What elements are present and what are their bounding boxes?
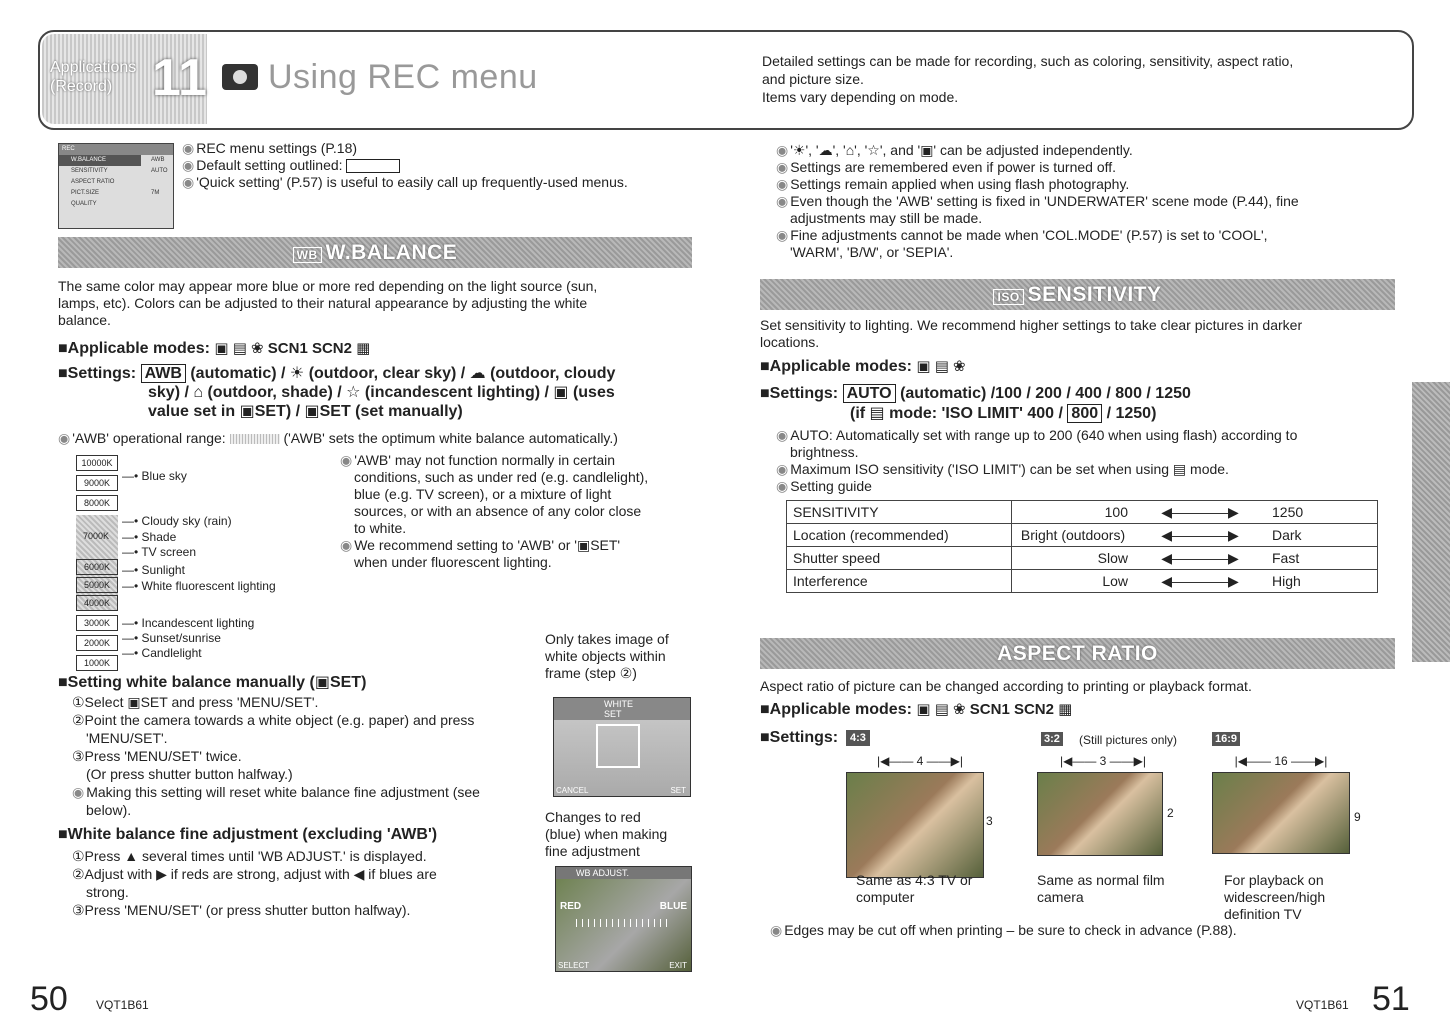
wb-settings: ■Settings: AWB (automatic) / ☀ (outdoor, clear sky) / ☁ (outdoor, cloudy sky) / ⌂ (outdoor, shade) / ☆ (incandescent lighting) / ▣ (uses value set in ▣SET) / ▣SET (set manually) — [58, 365, 616, 420]
awb-range-band — [76, 515, 118, 611]
kelvin-mark: 7000K — [82, 531, 110, 541]
edge-note: ◉ Edges may be cut off when printing – be sure to check in advance (P.88). — [770, 922, 1237, 938]
table-row: SENSITIVITY 100 ◀————▶ 1250 — [787, 501, 1378, 524]
model-code-left: VQT1B61 — [96, 998, 149, 1012]
section-tag-label: Applications (Record) — [50, 59, 137, 95]
adjust-slider — [576, 919, 672, 927]
iso-800-box: 800 — [1067, 404, 1102, 423]
sample-photo-3-2 — [1037, 772, 1163, 856]
wbalance-bar — [58, 237, 692, 268]
kelvin-mark: 1000K — [76, 655, 118, 671]
wb-icon: WB — [293, 247, 322, 263]
kelvin-mark: 3000K — [76, 615, 118, 631]
manual-wb-heading: ■Setting white balance manually (▣SET) — [58, 674, 367, 691]
fine-adjust-steps: ①Press ▲ several times until 'WB ADJUST.' is displayed. ②Adjust with ▶ if reds are strong, adjust with ◀ if blues are strong. ③Press 'MENU/SET' (or press shutter button halfway). — [72, 848, 437, 918]
height-label: 3 — [986, 814, 993, 828]
aspect-16-9-icon: 16:9 — [1212, 732, 1240, 746]
thumb-auto: AUTO — [151, 168, 168, 174]
thumb-rec: REC — [59, 144, 173, 155]
sample-photo-4-3 — [846, 772, 984, 878]
header-description — [762, 52, 1382, 106]
sens-applicable-modes: ■Applicable modes: ▣ ▤ ❀ — [760, 358, 966, 375]
chapter-number: 11 — [152, 49, 207, 107]
sens-settings: ■Settings: AUTO (automatic) /100 / 200 / 400 / 800 / 1250 (if ▤ mode: 'ISO LIMIT' 400 / 800 / 1250) — [760, 385, 1191, 422]
kelvin-mark: 5000K — [76, 577, 118, 593]
red-label: RED — [560, 901, 582, 912]
awb-range-note: ◉ 'AWB' operational range: ('AWB' sets the optimum white balance automatically.) — [58, 430, 618, 446]
sens-intro: Set sensitivity to lighting. We recommend higher settings to take clear pictures in darker locations. — [760, 317, 1303, 350]
screen-title: WB ADJUST. — [556, 867, 691, 879]
note-item: ◉ Default setting outlined: — [182, 157, 702, 174]
sens-notes: ◉ AUTO: Automatically set with range up to 200 (640 when using flash) according to brightness. ◉ Maximum ISO sensitivity ('ISO LIMIT') can be set when using ▤ mode. ◉ Setting guide — [776, 427, 1298, 494]
setting-guide-table — [786, 500, 1378, 593]
table-row: Interference Low ◀————▶ High — [787, 570, 1378, 593]
white-target-frame — [596, 724, 640, 768]
width-label: 4 — [916, 754, 924, 768]
aspect-title: ASPECT RATIO — [997, 641, 1158, 665]
kelvin-mark: 8000K — [76, 495, 118, 511]
page-number-left: 50 — [30, 980, 68, 1018]
aspect-intro: Aspect ratio of picture can be changed according to printing or playback format. — [760, 678, 1252, 694]
wb-applicable-modes: ■Applicable modes: ▣ ▤ ❀ SCN1 SCN2 ▦ — [58, 340, 371, 357]
wb-intro: The same color may appear more blue or more red depending on the light source (sun, lamps, etc). Colors can be adjusted to their natural appearance by adjusting the white balance. — [58, 278, 598, 328]
thumb-quality: QUALITY — [71, 201, 97, 207]
screen-set: SET — [670, 786, 686, 795]
fine-caption: Changes to red (blue) when making fine adjustment — [545, 809, 668, 859]
rec-menu-thumbnail — [58, 143, 174, 229]
kelvin-scale — [76, 455, 118, 671]
mode-icons: ▣ ▤ ❀ SCN1 SCN2 ▦ — [916, 701, 1073, 718]
kelvin-mark: 10000K — [76, 455, 118, 471]
thumb-awb: AWB — [151, 157, 165, 163]
mode-icons: ▣ ▤ ❀ SCN1 SCN2 ▦ — [214, 340, 371, 357]
screen-title: WHITE SET — [554, 698, 690, 720]
camera-icon — [222, 64, 258, 90]
table-row: Location (recommended) Bright (outdoors) ◀————▶ Dark — [787, 524, 1378, 547]
manual-wb-steps: ①Select ▣SET and press 'MENU/SET'. ②Point the camera towards a white object (e.g. paper) and press 'MENU/SET'. ③Press 'MENU/SET' twice. (Or press shutter button halfway.) ◉ Making this setting will reset white balance fine adjustment (see below). — [72, 694, 480, 818]
aspect-bar — [760, 638, 1395, 669]
still-only-note: (Still pictures only) — [1079, 733, 1178, 747]
frame-caption: Only takes image of white objects within frame (step ②) — [545, 631, 669, 681]
thumb-sensitivity: SENSITIVITY — [71, 168, 108, 174]
auto-default-box: AUTO — [843, 384, 896, 403]
awb-default-box: AWB — [141, 364, 186, 383]
wbalance-title: W.BALANCE — [325, 240, 458, 264]
section-tag-text — [50, 58, 150, 96]
default-outline-sample — [346, 159, 400, 173]
width-label: 16 — [1274, 754, 1288, 768]
aspect-3-2-icon: 3:2 — [1041, 732, 1063, 746]
screen-exit: EXIT — [669, 961, 687, 970]
wb-right-notes: ◉ '☀', '☁', '⌂', '☆', and '▣' can be adjusted independently. ◉ Settings are remembered even if power is turned off. ◉ Settings remain applied when using flash photography. ◉ Even though the 'AWB' setting is fixed in 'UNDERWATER' scene mode (P.44), fine adjustments may still be made. ◉ Fine adjustments cannot be made when 'COL.MODE' (P.57) is set to 'COOL', 'WARM', 'B/W', or 'SEPIA'. — [776, 142, 1299, 260]
height-label: 9 — [1354, 810, 1361, 824]
white-set-screen — [553, 697, 691, 797]
wb-adjust-screen — [555, 866, 692, 972]
wb-side-notes: ◉ 'AWB' may not function normally in certain conditions, such as under red (e.g. candlelight), blue (e.g. TV screen), or a mixture of light sources, or with an absence of any color close to white. ◉ We recommend setting to 'AWB' or '▣SET' when under fluorescent lighting. — [340, 452, 649, 570]
thumb-wbalance: W.BALANCE — [59, 155, 141, 166]
page-title: Using REC menu — [268, 58, 538, 96]
width-label: 3 — [1099, 754, 1107, 768]
aspect-settings-label: ■Settings: — [760, 729, 839, 746]
mode-icons: ▣ ▤ ❀ — [916, 358, 966, 375]
sensitivity-title: SENSITIVITY — [1027, 282, 1162, 306]
iso-icon: ISO — [993, 289, 1023, 305]
model-code-right: VQT1B61 — [1296, 998, 1349, 1012]
thumb-7m: 7M — [151, 190, 160, 196]
aspect-4-3-icon: 4:3 — [846, 730, 870, 746]
sensitivity-bar — [760, 279, 1395, 310]
side-tab — [1412, 382, 1450, 662]
height-label: 2 — [1167, 806, 1174, 820]
aspect-applicable-modes: ■Applicable modes: ▣ ▤ ❀ SCN1 SCN2 ▦ — [760, 701, 1073, 718]
table-row: Shutter speed Slow ◀————▶ Fast — [787, 547, 1378, 570]
range-swatch — [230, 434, 280, 444]
blue-label: BLUE — [659, 901, 687, 912]
thumb-pictsize: PICT.SIZE — [71, 190, 100, 196]
desc-line: and picture size. — [762, 71, 864, 87]
note-item: ◉ REC menu settings (P.18) — [182, 140, 358, 156]
kelvin-mark: 4000K — [76, 595, 118, 611]
screen-cancel: CANCEL — [556, 786, 589, 795]
thumb-aspect: ASPECT RATIO — [71, 179, 115, 185]
desc-line: Items vary depending on mode. — [762, 89, 959, 105]
sample-photo-16-9 — [1212, 772, 1350, 854]
fine-adjust-heading: ■White balance fine adjustment (excluding 'AWB') — [58, 826, 438, 843]
kelvin-mark: 6000K — [76, 559, 118, 575]
page-number-right: 51 — [1372, 980, 1410, 1018]
desc-line: Detailed settings can be made for recording, such as coloring, sensitivity, aspect ratio, — [762, 53, 1294, 69]
screen-select: SELECT — [558, 961, 590, 970]
intro-notes — [182, 140, 702, 191]
kelvin-mark: 2000K — [76, 635, 118, 651]
kelvin-mark: 9000K — [76, 475, 118, 491]
note-item: ◉ 'Quick setting' (P.57) is useful to easily call up frequently-used menus. — [182, 174, 628, 190]
